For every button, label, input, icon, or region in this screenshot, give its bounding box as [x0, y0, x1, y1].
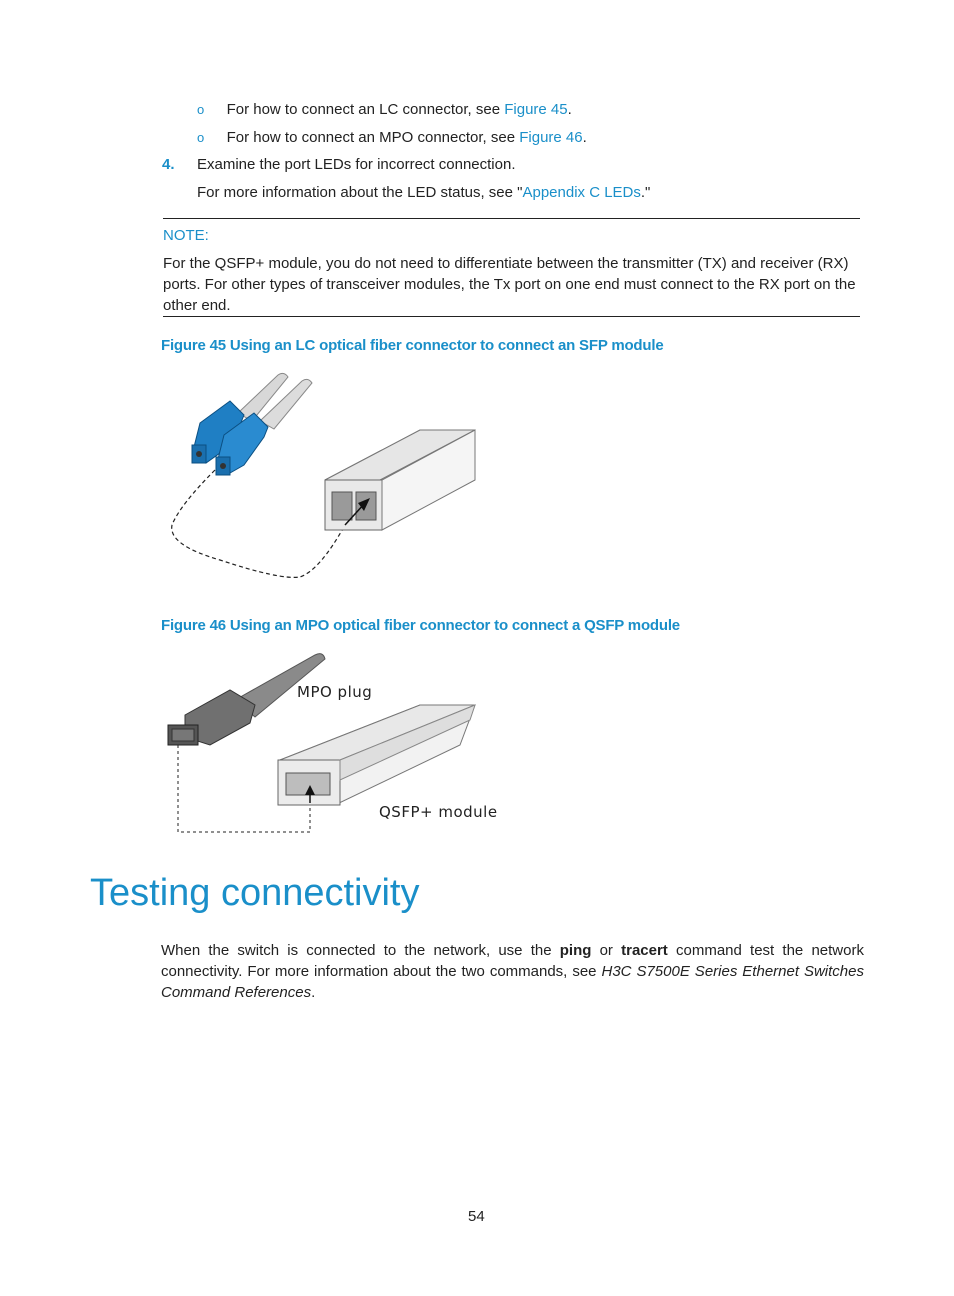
figure-46-title: Figure 46 Using an MPO optical fiber connector to connect a QSFP module: [161, 617, 680, 634]
section-heading: Testing connectivity: [90, 872, 420, 914]
bullet-marker: o: [197, 102, 205, 117]
step-4-text: Examine the port LEDs for incorrect connection.: [197, 156, 516, 173]
appendix-c-link[interactable]: Appendix C LEDs: [522, 184, 641, 201]
reference-title: H3C S7500E Series Ethernet Switches Command References: [161, 963, 864, 1001]
cmd-tracert: tracert: [621, 942, 668, 959]
step-4: [162, 156, 175, 173]
sfp-module-icon: [325, 430, 475, 530]
bullet-marker: o: [197, 130, 205, 145]
note-bottom-rule: [163, 316, 860, 317]
mpo-plug-label: MPO plug: [297, 683, 373, 701]
list-text: For how to connect an MPO connector, see: [226, 129, 520, 146]
list-item-mpo: o For how to connect an MPO connector, see Figure 46.: [197, 129, 587, 146]
figure-45-link[interactable]: Figure 45: [504, 101, 568, 118]
cmd-ping: ping: [559, 942, 592, 959]
step-number: 4.: [162, 156, 175, 173]
connection-path: [172, 470, 345, 577]
list-item-lc: o For how to connect an LC connector, see Figure 45.: [197, 101, 572, 118]
note-top-rule: [163, 218, 860, 219]
note-body: For the QSFP+ module, you do not need to differentiate between the transmitter (TX) and receiver (RX) ports. For other types of transceiver modules, the Tx port on one end must connect to the RX port on the other end.: [163, 255, 856, 314]
step-4-more: For more information about the LED status, see "Appendix C LEDs.": [197, 184, 651, 201]
note-label: NOTE:: [163, 227, 209, 244]
qsfp-module-label: QSFP+ module: [379, 803, 498, 821]
list-text: For how to connect an LC connector, see: [226, 101, 505, 118]
mpo-plug-icon: [168, 690, 255, 745]
figure-45-illustration: [160, 365, 490, 590]
page-number: 54: [468, 1208, 485, 1225]
figure-46-link[interactable]: Figure 46: [519, 129, 583, 146]
figure-45-title: Figure 45 Using an LC optical fiber connector to connect an SFP module: [161, 337, 664, 354]
section-paragraph: When the switch is connected to the network, use the ping or tracert command test the network connectivity. For more information about the two commands, see H3C S7500E Series Ethernet Switches Command References.: [161, 942, 864, 1001]
